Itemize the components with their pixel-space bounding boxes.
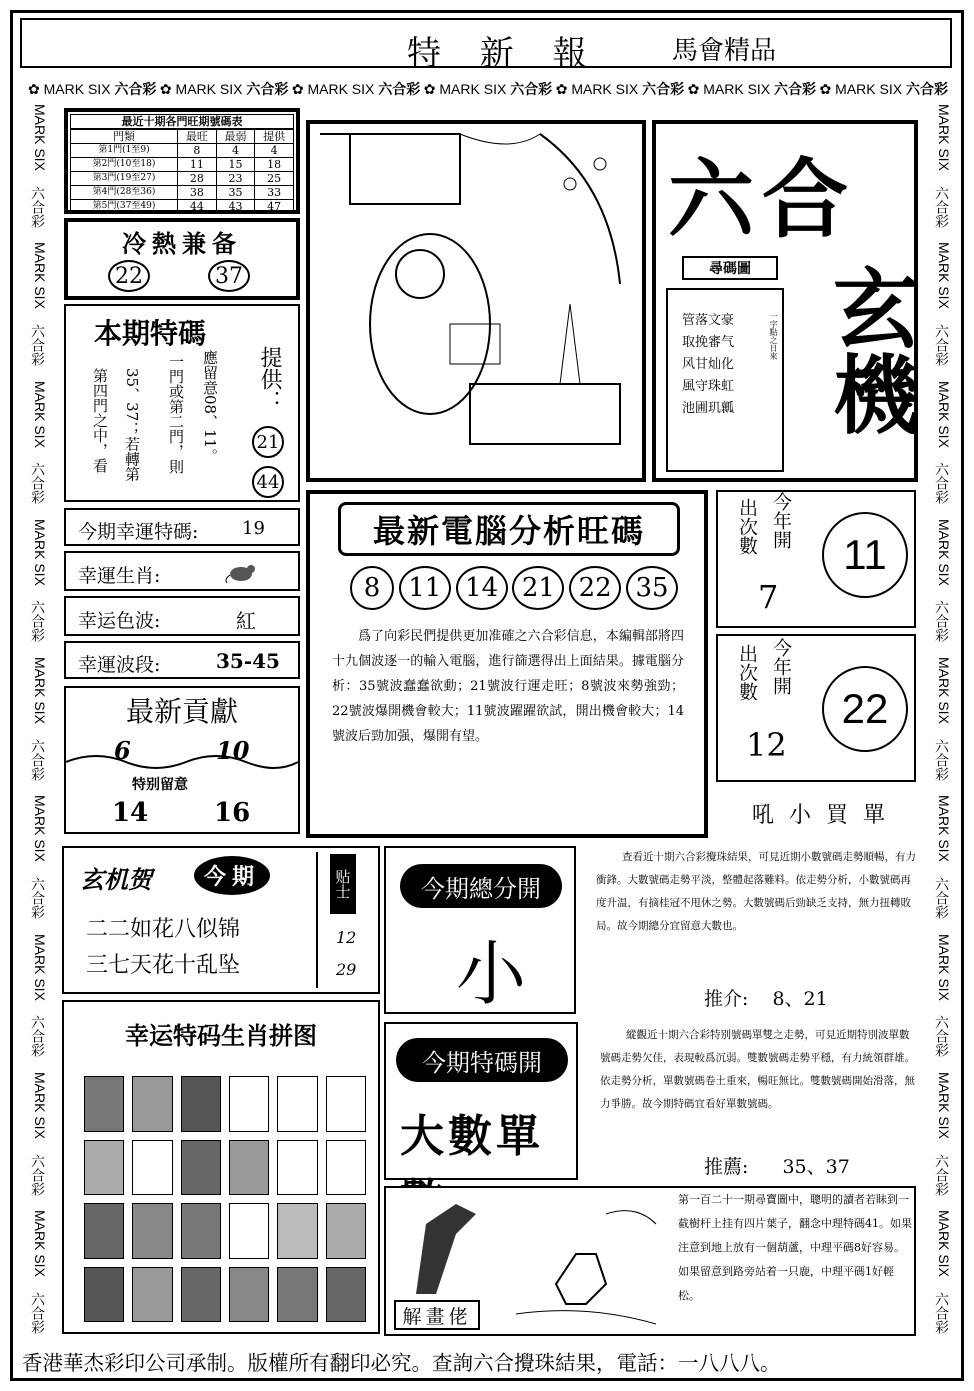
- cold-hot-number: 37: [208, 260, 250, 292]
- footer-text: 香港華杰彩印公司承制。版權所有翻印必究。查詢六合攪珠結果，電話：一八八八。: [22, 1351, 781, 1375]
- table-row: 第1門(1至9) 8 4 4: [71, 144, 294, 158]
- special-oddeven-chars: 大數單: [400, 1111, 544, 1162]
- computer-title: 最新電腦分析旺碼: [338, 502, 680, 556]
- total-char: 小: [456, 933, 526, 1015]
- special-col: 第四門之中，看: [91, 368, 109, 473]
- year-stat-box: 出次數 今年開 7 11: [716, 490, 916, 628]
- oddeven-recommend: 推薦: 35、37: [704, 1156, 850, 1178]
- total-pill: 今期總分開: [400, 864, 562, 908]
- header-bar: [20, 18, 952, 74]
- deer-illustration: [506, 1194, 666, 1330]
- banner-item: ✿ MARK SIX 六合彩: [423, 81, 553, 97]
- puzzle-grid: [84, 1076, 366, 1322]
- riddle-box: 玄机贺 今期 二二如花八似锦 三七天花十乱坠 贴士 12 29: [62, 846, 380, 994]
- special-oddeven-box: [384, 1022, 578, 1180]
- hot-table-title: 最近十期各門旺期號碼表: [70, 114, 294, 129]
- bigsmall-body: 查看近十期六合彩攪珠結果，可見近期小數號碼走勢順暢，有力衝鋒。大數號碼走勢平淡，整體起落難料。依走勢分析，小數號碼再度升温，有摘桂冠不甩休之勢。大數號碼后勁缺乏支持，無力扭轉敗局。故今期總分宜留意大數也。: [596, 851, 916, 932]
- cold-hot-title: 冷熱兼备: [122, 229, 242, 258]
- special-provide-number: 21: [252, 426, 284, 458]
- xuanji-title-1: 六合: [668, 149, 856, 250]
- lucky-row: 幸运色波: 紅: [64, 596, 300, 636]
- xuanji-scroll: 管落文豪 取挽審气 风甘灿化 風守珠虹 池圃玑瓤: [666, 288, 784, 472]
- year-stat-number: 22: [822, 666, 908, 752]
- special-title: 本期特碼: [94, 317, 207, 350]
- special-provide: 提供：: [257, 346, 282, 412]
- illustration-box: [306, 120, 646, 482]
- banner-item: ✿ MARK SIX 六合彩: [687, 81, 817, 97]
- hot-number-table: [64, 108, 300, 214]
- lucky-row: 幸運波段: 35-45: [64, 641, 300, 679]
- riddle-divider: [316, 852, 318, 988]
- banner-item: ✿ MARK SIX 六合彩: [291, 81, 421, 97]
- special-pill: 今期特碼開: [396, 1038, 568, 1082]
- cold-hot-number: 22: [108, 260, 150, 292]
- year-stat-box: 出次數 今年開 12 22: [716, 634, 916, 782]
- banner-left: MARK SIX 六合彩 MARK SIX 六合彩 MARK SIX 六合彩 MARK SIX 六合彩 MARK SIX 六合彩 MARK SIX 六合彩 MARK SIX 六合彩 MARK SIX 六合彩 MARK SIX 六合彩: [30, 104, 48, 1334]
- table-row: 第3門(19至27) 28 23 25: [71, 172, 294, 186]
- special-number-box: [64, 304, 300, 502]
- contribution-box: 最新貢獻 6 10 特别留意 14 16: [64, 686, 300, 834]
- banner-item: ✿ MARK SIX 六合彩: [555, 81, 685, 97]
- cold-hot-box: [64, 218, 300, 300]
- zodiac-puzzle-box: [62, 1000, 380, 1334]
- special-col: 一門或第二門，則: [167, 354, 185, 474]
- contribution-wave: [66, 750, 298, 774]
- xuanji-title-2: 玄機: [818, 264, 919, 436]
- hot-table-grid: 門類 最旺 最弱 提供 第1門(1至9) 8 4 4 第2門(10至18) 11 15 18 第3門(19至27) 28 23 25 第4門(28至36) 38 35 33 第5門(37至49) 44 43 47: [70, 129, 294, 214]
- xuanji-tag: 尋碼圖: [682, 256, 778, 280]
- lucky-row: 今期幸運特碼: 19: [64, 508, 300, 546]
- computer-analysis-box: [306, 490, 708, 838]
- banner-item: ✿ MARK SIX 六合彩: [819, 81, 948, 97]
- banner-top: [28, 78, 948, 100]
- banner-item: ✿ MARK SIX 六合彩: [28, 81, 157, 97]
- oddeven-body: 縱觀近十期六合彩特别號碼單雙之走勢，可見近期特別波單數號碼走勢欠佳，表現較爲沉弱。雙數號碼走勢平穩，有力統領群雄。依走勢分析，單數號碼卷土重來，暢旺無比。雙數號碼開始滑落，無力爭勝。故今期特碼宜看好單數號碼。: [600, 1029, 915, 1110]
- picture-label: 解畫佬: [394, 1300, 480, 1330]
- picture-body: 第一百二十一期尋寶圖中，聰明的讀者若眛到一截樹杆上挂有四片葉子，翻念中理特碼41。如果注意到地上放有一個葫蘆，中理平碼8好容易。如果留意到路旁站着一只鹿，中理平碼1好輕松。: [678, 1193, 912, 1302]
- header-subtitle: 馬會精品: [672, 36, 777, 66]
- year-stat-number: 11: [822, 512, 908, 598]
- contribution-title: 最新貢獻: [125, 695, 238, 728]
- lucky-row: 幸運生肖:: [64, 551, 300, 591]
- banner-item: ✿ MARK SIX 六合彩: [159, 81, 289, 97]
- bigsmall-recommend: 推介: 8、21: [704, 988, 828, 1010]
- header-title: 特 新 報: [407, 34, 601, 74]
- table-row: 第4門(28至36) 38 35 33: [71, 186, 294, 200]
- table-row: 第5門(37至49) 44 43 47: [71, 200, 294, 214]
- computer-body: 爲了向彩民們提供更加准確之六合彩信息，本編輯部將四十九個波逐一的輸入電腦，進行篩選得出上面結果。據電腦分析：35號波蠢蠢欲動；21號波行運走旺；8號波來勢強勁；22號波爆開機會較大；11號波躍躍欲試，開出機會較大；14號波后勁加强，爆開有望。: [332, 629, 684, 744]
- special-col: 35、37；若轉第: [123, 368, 141, 482]
- special-provide-number: 44: [252, 466, 284, 498]
- banner-right: MARK SIX 六合彩 MARK SIX 六合彩 MARK SIX 六合彩 MARK SIX 六合彩 MARK SIX 六合彩 MARK SIX 六合彩 MARK SIX 六合彩 MARK SIX 六合彩 MARK SIX 六合彩: [934, 104, 952, 1334]
- xuanji-side: 一字點之日來: [769, 312, 778, 360]
- scholar-illustration: [310, 124, 642, 478]
- special-col: 應留意08、11。: [201, 350, 219, 464]
- computer-number-row: 8 11 14 21 22 35: [350, 566, 678, 610]
- bird-illustration: [396, 1194, 496, 1298]
- picture-box: [384, 1186, 916, 1336]
- table-row: 第2門(10至18) 11 15 18: [71, 158, 294, 172]
- puzzle-title: 幸运特码生肖拼图: [125, 1021, 317, 1050]
- rat-icon: [224, 559, 260, 585]
- total-bigsmall-box: [384, 846, 576, 1014]
- xuanji-box: [652, 120, 918, 482]
- bigsmall-heading: 吼 小 買 單: [752, 803, 889, 828]
